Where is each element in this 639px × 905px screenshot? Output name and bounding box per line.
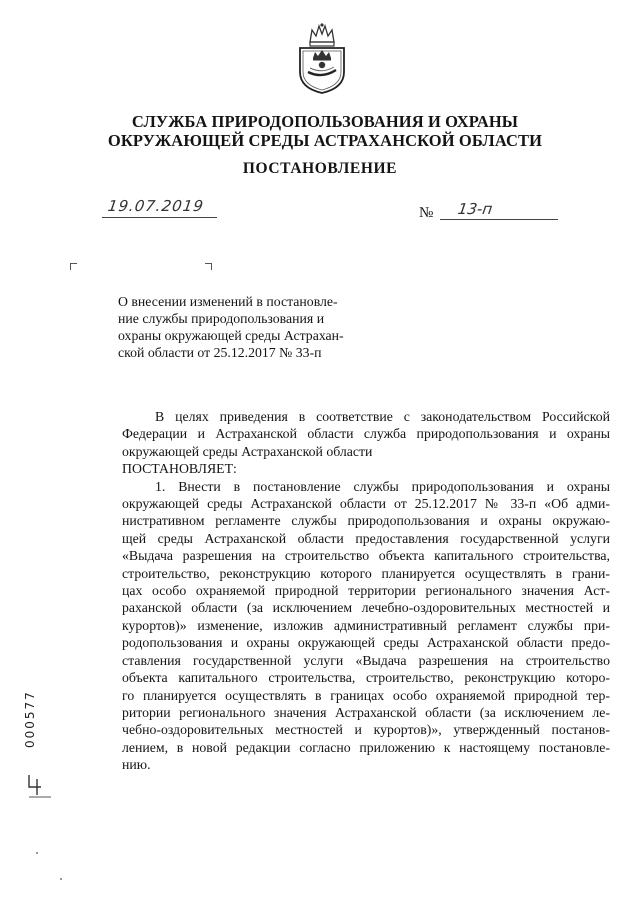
subject-line: О внесении изменений в постановле-: [118, 294, 338, 309]
subject-line: ние службы природопользования и: [118, 311, 325, 326]
margin-mark-icon: [25, 773, 55, 799]
coat-of-arms-icon: [296, 22, 348, 94]
number-underline: [440, 219, 558, 220]
document-type: ПОСТАНОВЛЕНИЕ: [242, 160, 398, 177]
body-line: раханской области (за исключением лечебно-оздоровительных местностей и: [122, 600, 610, 616]
body-line: Федерации и Астраханской области служба природопользования и охраны: [122, 426, 610, 442]
scan-speck: [36, 852, 38, 854]
side-serial-text: 000577: [23, 690, 37, 748]
organization-name: [60, 112, 590, 150]
body-line: нию.: [122, 757, 151, 773]
body-line: 1. Внести в постановление службы природопользования и охраны: [155, 478, 610, 494]
body-line: щей среды Астраханской области предоставления государственной услуги: [122, 530, 610, 546]
date-underline: [102, 217, 217, 218]
body-line: ставления государственной услуги «Выдача разрешения на строительство: [122, 652, 610, 668]
organization-line-2: ОКРУЖАЮЩЕЙ СРЕДЫ АСТРАХАНСКОЙ ОБЛАСТИ: [107, 131, 543, 150]
body-line: цах особо охраняемой природной территории регионального значения Аст-: [122, 583, 610, 599]
side-serial-number: [23, 690, 41, 750]
body-line: чебно-оздоровительных местностей и курортов)», утвержденный постанов-: [122, 722, 610, 738]
subject-line: охраны окружающей среды Астрахан-: [118, 328, 344, 343]
document-body: [122, 408, 610, 774]
body-line: курортов)» изменение, изложив административный регламент службы при-: [122, 617, 610, 633]
subject-bracket-left: [70, 263, 77, 270]
body-line: В целях приведения в соответствие с законодательством Российской: [155, 409, 610, 424]
number-label: №: [419, 205, 434, 221]
body-line: нистративном регламенте службы природопользования и охраны окружаю-: [122, 513, 610, 529]
body-line: окружающей среды Астраханской области: [122, 443, 373, 459]
body-line: лением, в новой редакции согласно приложению к настоящему постановле-: [122, 739, 610, 755]
body-line: строительство, реконструкцию которого планируется осуществлять в грани-: [122, 565, 610, 581]
handwritten-number: 13-п: [456, 200, 494, 218]
organization-line-1: СЛУЖБА ПРИРОДОПОЛЬЗОВАНИЯ И ОХРАНЫ: [131, 112, 519, 131]
body-line: объекта капитального строительства, строительство, реконструкцию которо-: [122, 670, 610, 686]
handwritten-date: 19.07.2019: [106, 197, 206, 215]
subject-line: ской области от 25.12.2017 № 33-п: [118, 345, 322, 360]
body-line: го планируется осуществлять в границах особо охраняемой природной тер-: [122, 687, 610, 703]
body-line: «Выдача разрешения на строительство объекта капитального строительства,: [122, 548, 610, 564]
body-line: родопользования и охраны окружающей среды Астраханской области предо-: [122, 635, 610, 651]
body-line-decree: ПОСТАНОВЛЯЕТ:: [122, 461, 237, 477]
scan-speck: [60, 878, 62, 880]
body-line: ритории регионального значения Астраханской области (за исключением ле-: [122, 704, 610, 720]
body-line: окружающей среды Астраханской области от 25.12.2017 № 33-п «Об адми-: [122, 496, 610, 512]
subject-bracket-right: [205, 263, 212, 270]
document-subject: [118, 293, 373, 361]
